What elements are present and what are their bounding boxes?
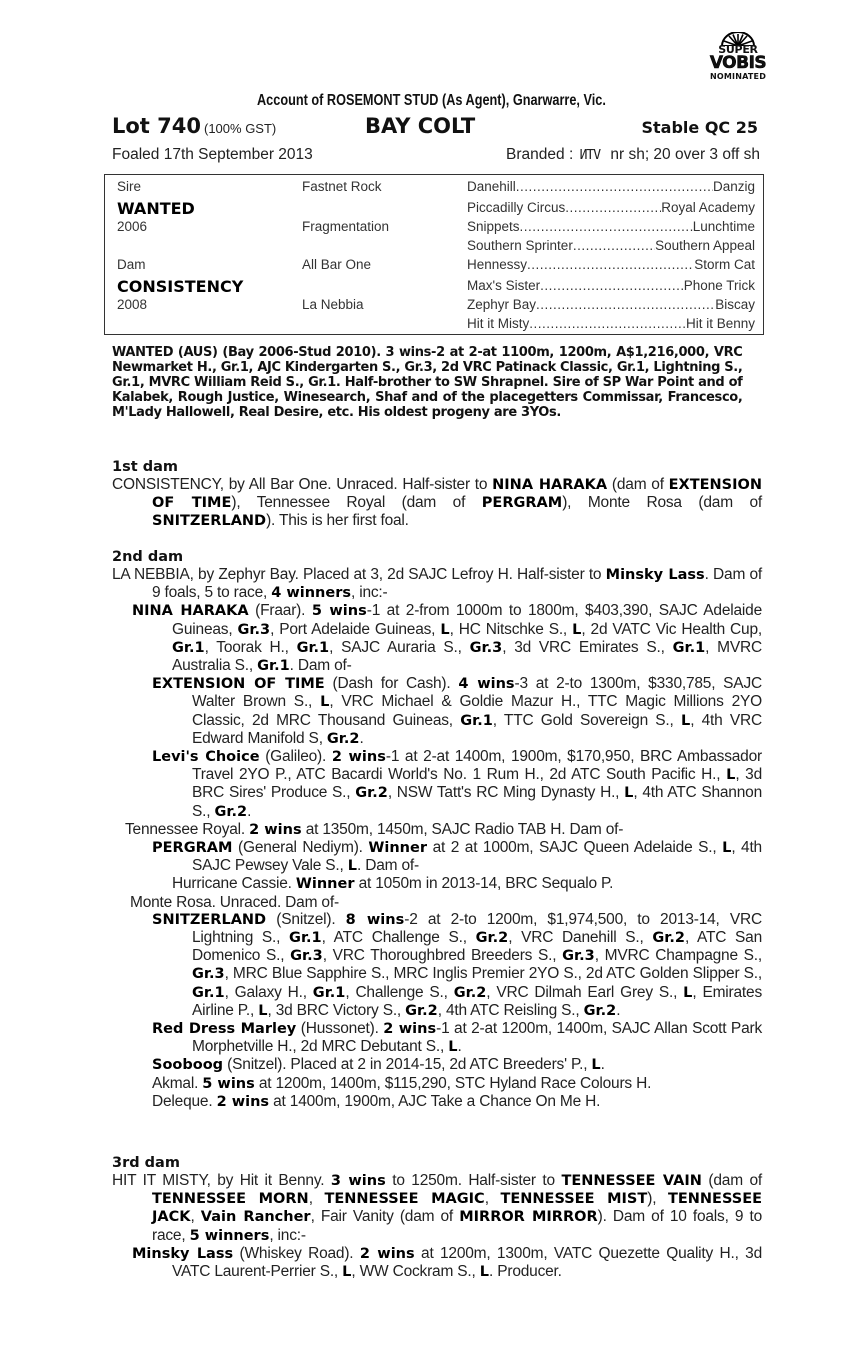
progeny-entry: NINA HARAKA (Fraar). 5 wins-1 at 2-from 1000m to 1800m, $403,390, SAJC Adelaide Guineas, Gr.3, Port Adelaide Guineas, L, HC Nitschke S., L, 2d VATC Vic Health Cup, Gr.1, Toorak H., Gr.1, SAJC Auraria S., Gr.3, 3d VRC Emirates S., Gr.1, MVRC Australia S., Gr.1. Dam of- (132, 602, 763, 675)
third-dam-intro: HIT IT MISTY, by Hit it Benny. 3 wins to 1250m. Half-sister to TENNESSEE VAIN (dam of TENNESSEE MORN, TENNESSEE MAGIC, TENNESSEE MIST), TENNESSEE JACK, Vain Rancher, Fair Vanity (dam of MIRROR MIRROR). Dam of 10 foals, 9 to race, 5 winners, inc:- (112, 1172, 763, 1244)
progeny-entry: Deleque. 2 wins at 1400m, 1900m, AJC Take a Chance On Me H. (152, 1092, 601, 1110)
logo-super: SUPER (718, 43, 758, 56)
stable-location: Stable QC 25 (641, 118, 758, 137)
gen3-left: Hennessy (467, 257, 528, 272)
gen3-right: Phone Trick (683, 278, 755, 293)
branded-detail: nr sh; 20 over 3 off sh (610, 146, 760, 163)
progeny-entry: Akmal. 5 wins at 1200m, 1400m, $115,290, STC Hyland Race Colours H. (152, 1074, 652, 1092)
sire-label: Sire (117, 179, 142, 194)
gen3-left: Danehill (467, 179, 516, 194)
gen3-left: Hit it Misty (467, 316, 530, 331)
gen3-right: Biscay (715, 297, 755, 312)
gen3-row (467, 316, 755, 331)
sire-year: 2006 (117, 219, 148, 234)
sire-dam: Fragmentation (302, 219, 390, 234)
progeny-entry: Minsky Lass (Whiskey Road). 2 wins at 1200m, 1300m, VATC Quezette Quality H., 3d VATC Laurent-Perrier S., L, WW Cockram S., L. Producer. (132, 1244, 762, 1281)
first-dam-section (112, 459, 762, 531)
dam-label: Dam (117, 257, 146, 272)
vendor-account: Account of ROSEMONT STUD (As Agent), Gnarwarre, Vic. (256, 92, 606, 109)
gst-note: (100% GST) (204, 121, 277, 136)
foaled-date: Foaled 17th September 2013 (112, 146, 313, 163)
brand-info (506, 146, 760, 164)
logo-vobis: VOBIS (709, 53, 767, 73)
second-dam-intro: LA NEBBIA, by Zephyr Bay. Placed at 3, 2d SAJC Lefroy H. Half-sister to Minsky Lass. Dam of 9 foals, 5 to race, 4 winners, inc:- (112, 566, 762, 602)
gen3-right: Storm Cat (694, 257, 755, 272)
gen3-row (467, 278, 755, 293)
gen3-left: Southern Sprinter (467, 238, 573, 253)
gen3-row (467, 179, 755, 194)
progeny-entry: Hurricane Cassie. Winner at 1050m in 2013-14, BRC Sequalo P. (172, 875, 614, 893)
second-dam-section (112, 549, 762, 1111)
branded-label: Branded : (506, 146, 574, 163)
sire-summary: WANTED (AUS) (Bay 2006-Stud 2010). 3 wins-2 at 2-at 1100m, 1200m, A$1,216,000, VRC Newmarket H., Gr.1, AJC Kindergarten S., Gr.3, 2d VRC Patinack Classic, Gr.1, Lightning S., Gr.1, MVRC William Reid S., Gr.1. Half-brother to SW Shrapnel. Sire of SP War Point and of Kalabek, Rough Justice, Winesearch, Shaf and of the placegetters Commissar, Francesco, M'Lady Hallowell, Real Desire, etc. His oldest progeny are 3YOs. (112, 345, 743, 420)
gen3-row (467, 200, 755, 215)
lot-line (112, 114, 760, 144)
gen3-right: Lunchtime (692, 219, 755, 234)
gen3-left: Piccadilly Circus (467, 200, 566, 215)
gen3-left: Zephyr Bay (467, 297, 537, 312)
progeny-entry: Monte Rosa. Unraced. Dam of- (130, 893, 339, 911)
gen3-right: Southern Appeal (655, 238, 755, 253)
gen3-row (467, 257, 755, 272)
horse-description: BAY COLT (365, 114, 476, 138)
progeny-entry: Levi's Choice (Galileo). 2 wins-1 at 2-at 1400m, 1900m, $170,950, BRC Ambassador Travel 2YO P., ATC Bacardi World's No. 1 Rum H., 2d ATC South Pacific H., L, 3d BRC Sires' Produce S., Gr.2, NSW Tatt's RC Ming Dynasty H., L, 4th ATC Shannon S., Gr.2. (152, 748, 762, 820)
progeny-entry: Tennessee Royal. 2 wins at 1350m, 1450m, SAJC Radio TAB H. Dam of- (125, 820, 624, 838)
sire-sire: Fastnet Rock (302, 179, 382, 194)
progeny-entry: PERGRAM (General Nediym). Winner at 2 at 1000m, SAJC Queen Adelaide S., L, 4th SAJC Pewsey Vale S., L. Dam of- (152, 839, 762, 875)
third-dam-section (112, 1155, 762, 1281)
gen3-row (467, 238, 755, 253)
third-dam-heading: 3rd dam (112, 1155, 180, 1171)
gen3-right: Hit it Benny (685, 316, 755, 331)
dam-sire: All Bar One (302, 257, 372, 272)
super-vobis-nominated-logo (700, 32, 776, 98)
lot-label: Lot 740 (112, 114, 201, 138)
progeny-entry: Red Dress Marley (Hussonet). 2 wins-1 at 2-at 1200m, 1400m, SAJC Allan Scott Park Morphetville H., 2d MRC Debutant S., L. (152, 1020, 762, 1056)
progeny-entry: SNITZERLAND (Snitzel). 8 wins-2 at 2-to 1200m, $1,974,500, to 2013-14, VRC Lightning S., Gr.1, ATC Challenge S., Gr.2, VRC Danehill S., Gr.2, ATC San Domenico S., Gr.3, VRC Thoroughbred Breeders S., Gr.3, MVRC Champagne S., Gr.3, MRC Blue Sapphire S., MRC Inglis Premier 2YO S., 2d ATC Golden Slipper S., Gr.1, Galaxy H., Gr.1, Challenge S., Gr.2, VRC Dilmah Earl Grey S., L, Emirates Airline P., L, 3d BRC Victory S., Gr.2, 4th ATC Reisling S., Gr.2. (152, 910, 763, 1019)
gen3-row (467, 219, 755, 234)
lot-number (112, 114, 276, 138)
gen3-left: Max's Sister (467, 278, 541, 293)
gen3-right: Royal Academy (661, 200, 755, 215)
gen3-row (467, 297, 755, 312)
dam-year: 2008 (117, 297, 148, 312)
progeny-entry: EXTENSION OF TIME (Dash for Cash). 4 wins-3 at 2-to 1300m, $330,785, SAJC Walter Brown S., L, VRC Michael & Goldie Mazur H., TTC Magic Millions 2YO Classic, 2d MRC Thousand Guineas, Gr.1, TTC Gold Sovereign S., L, 4th VRC Edward Manifold S, Gr.2. (152, 675, 762, 747)
dam-dam: La Nebbia (302, 297, 364, 312)
sire-name: WANTED (117, 199, 195, 218)
second-dam-heading: 2nd dam (112, 549, 184, 565)
gen3-right: Danzig (712, 179, 755, 194)
pedigree-table (104, 174, 764, 335)
gen3-left: Snippets (467, 219, 520, 234)
progeny-entry: Sooboog (Snitzel). Placed at 2 in 2014-15, 2d ATC Breeders' P., L. (152, 1056, 605, 1074)
brand-mark-icon: ИTV (579, 148, 601, 163)
dam-name: CONSISTENCY (117, 277, 244, 296)
first-dam-heading: 1st dam (112, 459, 178, 475)
logo-nominated: NOMINATED (709, 72, 767, 81)
first-dam-text: CONSISTENCY, by All Bar One. Unraced. Half-sister to NINA HARAKA (dam of EXTENSION OF TIME), Tennessee Royal (dam of PERGRAM), Monte Rosa (dam of SNITZERLAND). This is her first foal. (112, 476, 763, 530)
